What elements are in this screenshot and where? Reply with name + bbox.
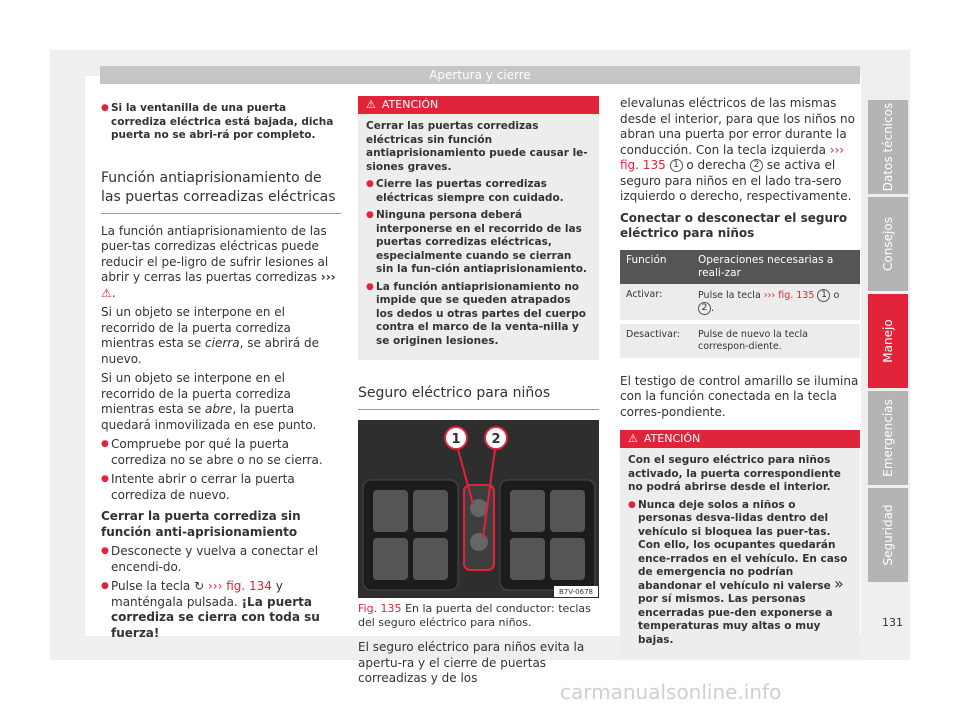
sliding-door-key-icon: ↻ [194,579,205,593]
tab-consejos[interactable]: Consejos [868,197,908,291]
warning-box [358,96,599,360]
warning-triangle-icon: ⚠ [628,432,638,445]
paragraph: La función antiaprisionamiento de las puer-tas corredizas eléctricas puede reducir el pe-ligro de sufrir lesiones al abrir y cerras las puertas corredizas ››› ⚠. [101,223,336,300]
warning-body [620,448,860,659]
tab-emergencias[interactable]: Emergencias [868,391,908,485]
callout-2: 2 [491,432,501,447]
warning-item: ● Cierre las puertas corredizas eléctricas siempre con cuidado. [366,178,591,205]
figure-caption: Fig. 135 En la puerta del conductor: teclas del seguro eléctrico para niños. [358,602,591,629]
table-row: Activar: Pulse la tecla ››› fig. 135 1 o 2 . [620,284,860,322]
callout-1: 1 [451,432,461,447]
warning-item: ● Ninguna persona deberá interponerse en el recorrido de las puertas corredizas eléctricas, especialmente cuando se cierran sin la fun-ción antiaprisionamiento. [366,209,591,277]
warning-header: ⚠ ATENCIÓN [358,96,599,114]
warning-header: ⚠ ATENCIÓN [620,430,860,448]
watermark: carmanualsonline.info [560,680,782,704]
list-item: ● Intente abrir o cerrar la puerta corrediza de nuevo. [101,472,341,503]
chapter-tabs [868,100,908,585]
paragraph: El testigo de control amarillo se ilumina con la función conectada en la tecla corres-pondiente. [620,373,859,419]
column-2 [358,96,599,691]
figure-code: B7V-0678 [559,588,593,596]
subheading: Conectar o desconectar el seguro eléctrico para niños [620,210,848,240]
tab-manejo[interactable]: Manejo [868,294,908,388]
section-rule [101,213,341,214]
warning-intro: Cerrar las puertas corredizas eléctricas sin función antiaprisionamiento puede causar le-siones graves. [366,120,588,173]
warning-triangle-icon: ⚠ [366,98,376,111]
figure-door-switches [358,420,599,598]
table-row: Desactivar: Pulse de nuevo la tecla correspon-diente. [620,322,860,360]
list-item: ● Desconecte y vuelva a conectar el encendi-do. [101,544,341,575]
warning-box [620,430,860,659]
warning-triangle-icon: ⚠ [101,285,112,300]
section-rule [358,409,599,410]
intro-bullet: ● Si la ventanilla de una puerta corrediza eléctrica está bajada, dicha puerta no se abri-rá por completo. [101,102,341,143]
paragraph: Si un objeto se interpone en el recorrido de la puerta corrediza mientras esta se cierra, se abrirá de nuevo. [101,305,319,366]
paragraph: elevalunas eléctricos de las mismas desde el interior, para que los niños no abran una puerta por error durante la conducción. Con la tecla izquierda ››› fig. 135 1 o derecha 2 se activa el seguro para niños en el lado tra-sero izquierdo o derecho, respectivamente. [620,96,855,203]
warning-intro: Con el seguro eléctrico para niños activado, la puerta correspondiente no podrá abrirse desde el interior. [628,454,841,493]
figure-link[interactable]: ››› fig. 135 [620,142,845,172]
column-1 [101,96,341,645]
paragraph: Si un objeto se interpone en el recorrido de la puerta corrediza mientras esta se abre, la puerta quedará inmovilizada en ese punto. [101,371,317,432]
continued-arrow-icon: » [834,574,844,593]
warning-body [358,114,599,360]
section-title: Seguro eléctrico para niños [358,385,551,401]
subheading: Cerrar la puerta corrediza sin función anti-aprisionamiento [101,509,301,539]
door-panel-illustration [358,420,599,598]
table-header: Operaciones necesarias a reali-zar [692,250,860,284]
figure-link[interactable]: ››› fig. 134 [208,579,272,593]
tab-datos-tecnicos[interactable]: Datos técnicos [868,100,908,194]
table-header: Función [620,250,692,284]
page-header: Apertura y cierre [100,66,860,84]
operations-table [620,250,860,362]
tab-seguridad[interactable]: Seguridad [868,488,908,582]
list-item: ● Compruebe por qué la puerta corrediza no se abre o no se cierra. [101,437,341,468]
warning-item: ● La función antiaprisionamiento no impide que se queden atrapados los dedos u otras partes del cuerpo contra el marco de la venta-nilla y se originen lesiones. [366,281,591,349]
page-number: 131 [882,616,903,629]
warning-item: ● Nunca deje solos a niños o personas desva-lidas dentro del vehículo si bloquea las puer-tas. Con ello, los ocupantes quedarán ence-rrados en el vehículo. En caso de emergencia no podrían abandonar el vehículo ni valerse por sí mismos. Las personas encerradas pue-den exponerse a temperaturas muy altas o muy bajas. [628,499,852,648]
paragraph: El seguro eléctrico para niños evita la apertu-ra y el cierre de puertas correadizas y de los [358,640,585,685]
list-item: ● Pulse la tecla ↻ ››› fig. 134 y manténgala pulsada. ¡La puerta corrediza se cierra con toda su fuerza! [101,579,341,641]
section-title: Función antiaprisionamiento de las puertas correadizas eléctricas [101,169,336,205]
column-3 [620,96,860,669]
